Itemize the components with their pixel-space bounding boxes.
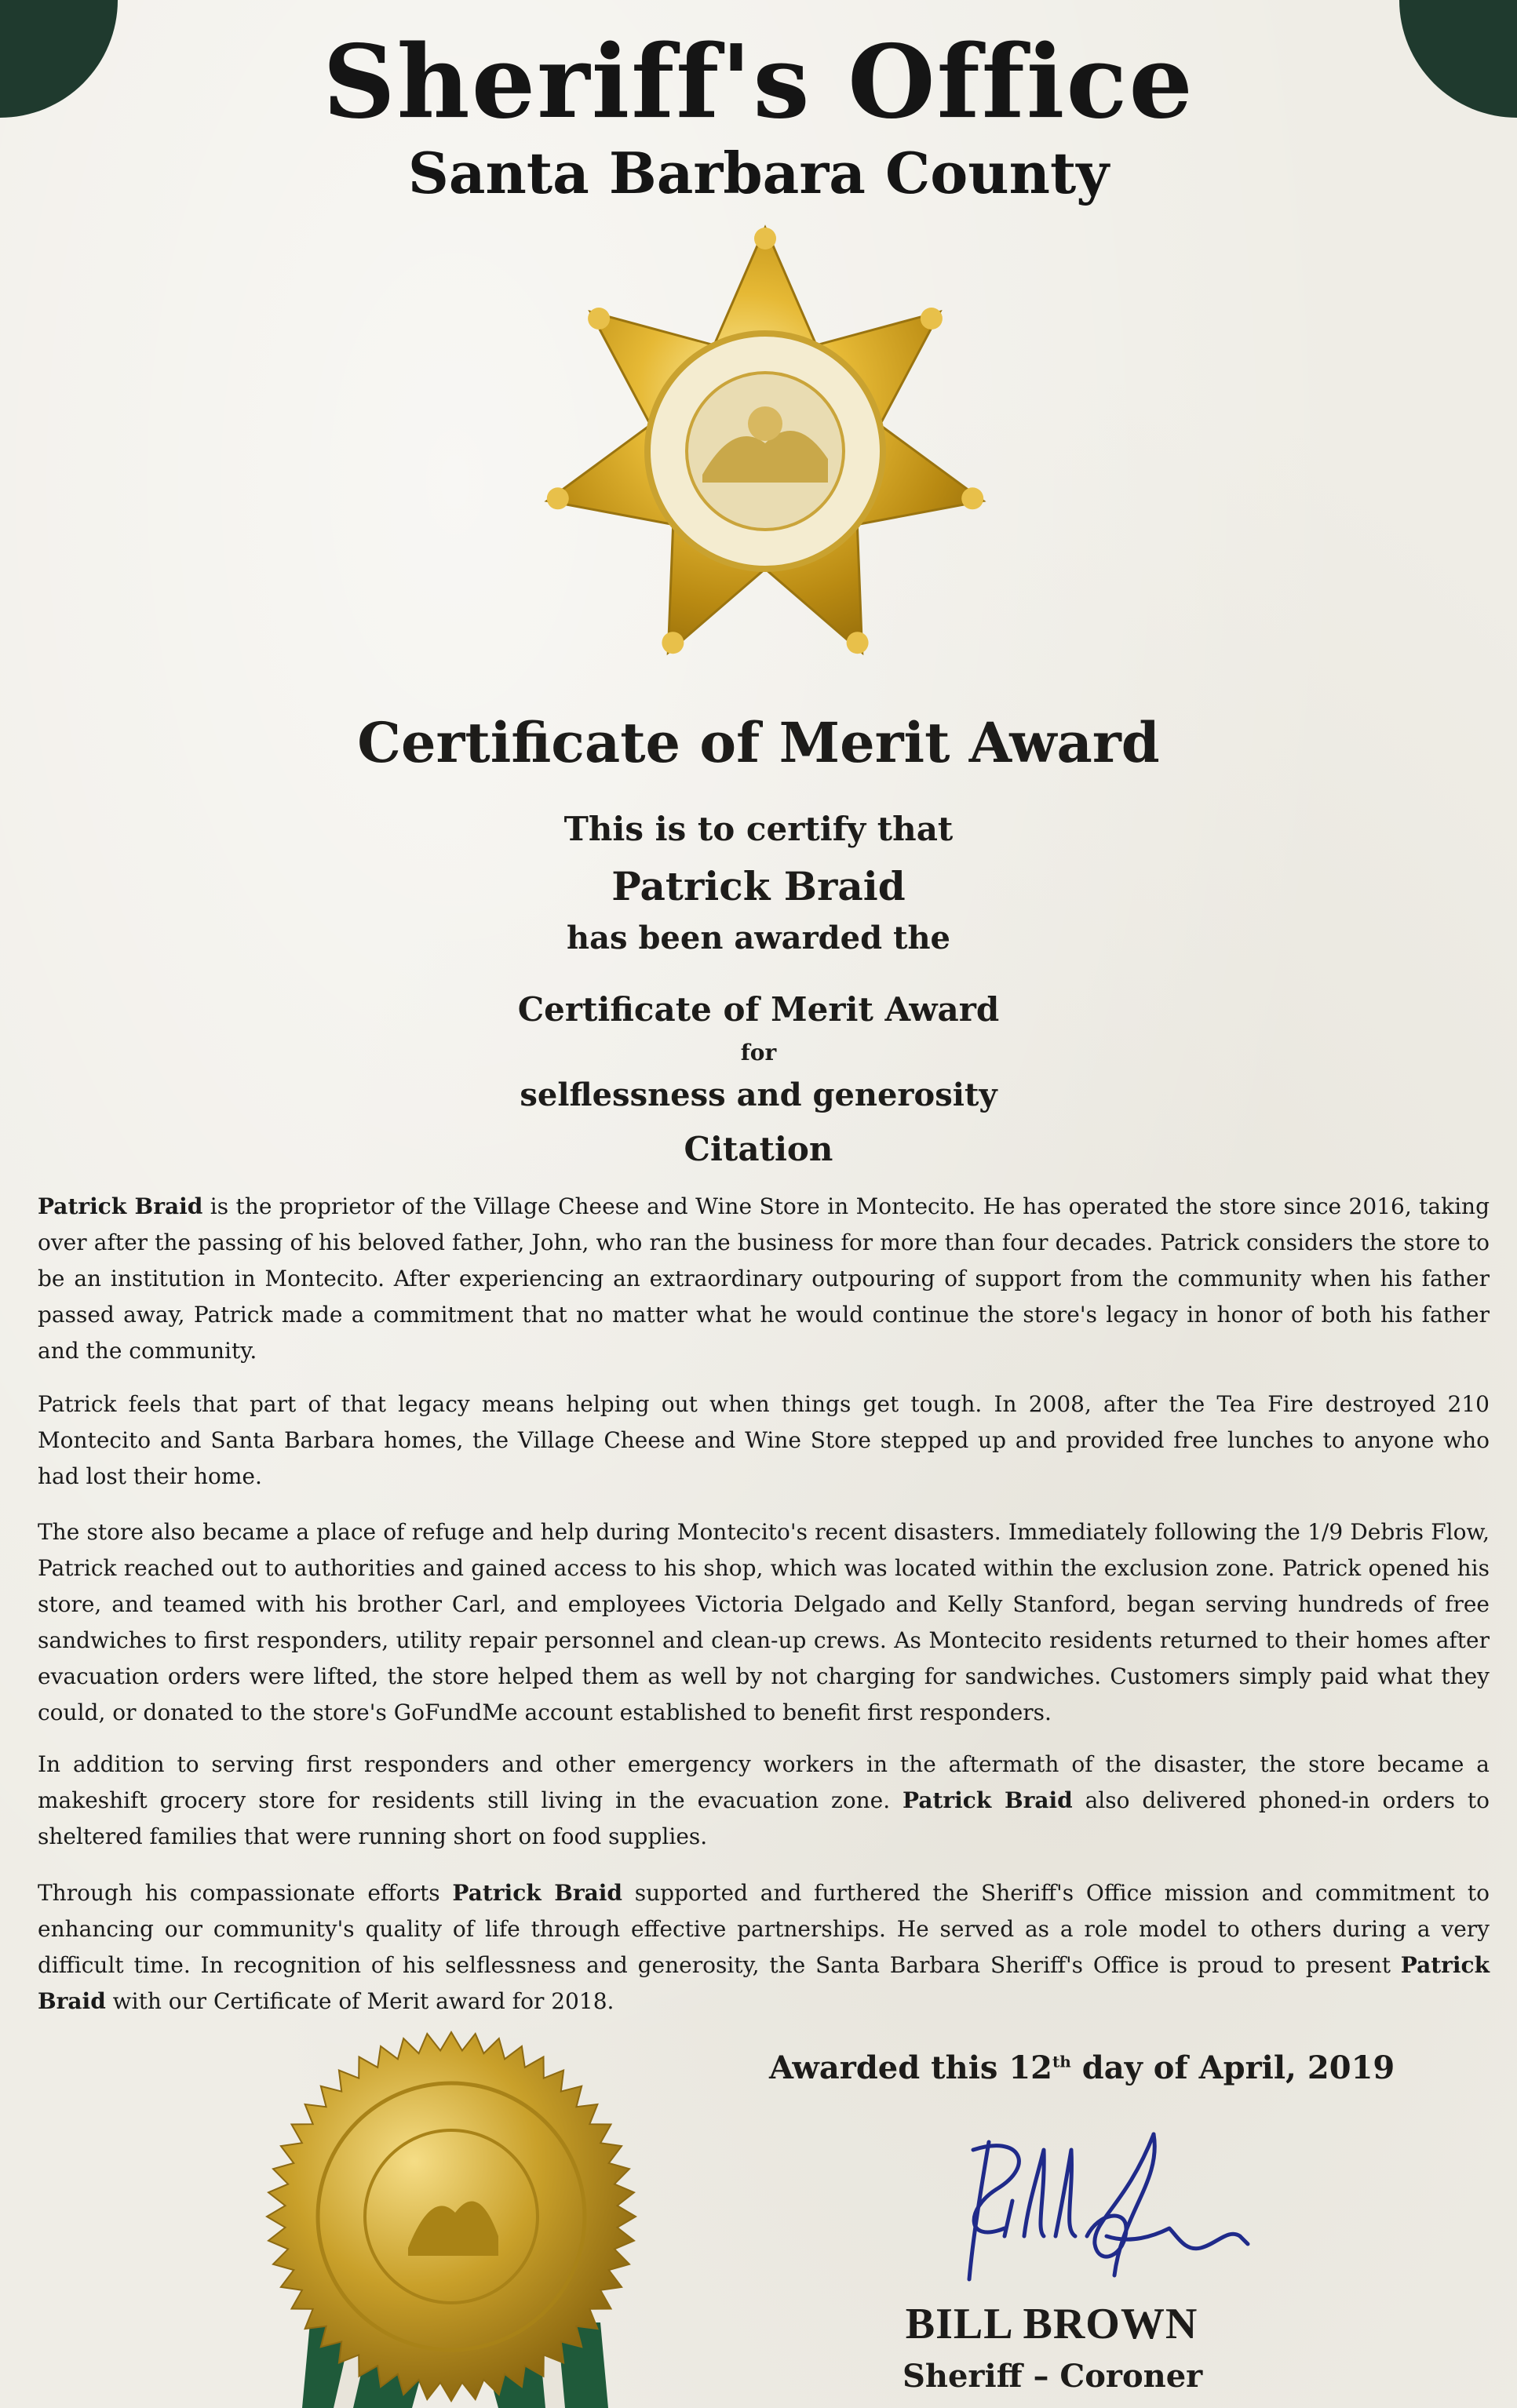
county-subtitle: Santa Barbara County xyxy=(407,140,1110,206)
paragraph-text: Through his compassionate efforts xyxy=(38,1880,453,1906)
recipient-name-inline: Patrick Braid xyxy=(38,1952,1490,2014)
citation-heading: Citation xyxy=(684,1130,833,1168)
award-reason: selflessness and generosity xyxy=(520,1076,997,1113)
awarded-date xyxy=(769,2049,1395,2086)
sheriff-star-badge-icon xyxy=(534,224,997,679)
paragraph-text: supported and furthered the Sheriff's Office mission and commitment to enhancing our community's quality of life through effective partnerships. He served as a role model to others during a very difficult time. In recognition of his selflessness and generosity, the Santa Barbara Sheriff's Office is proud to present xyxy=(38,1880,1490,1978)
gold-seal-icon xyxy=(263,2028,640,2405)
handwritten-signature xyxy=(918,2118,1295,2307)
paragraph-text: with our Certificate of Merit award for 2018. xyxy=(105,1988,614,2014)
awarded-prefix: Awarded this 12 xyxy=(769,2049,1053,2086)
ordinal-suffix: th xyxy=(1052,2052,1071,2071)
recipient-name-inline: Patrick Braid xyxy=(452,1880,623,1906)
citation-paragraph-4 xyxy=(38,1747,1490,1855)
awarded-line: has been awarded the xyxy=(567,920,950,956)
recipient-name: Patrick Braid xyxy=(611,863,906,909)
citation-paragraph-1 xyxy=(38,1189,1490,1369)
citation-paragraph-5 xyxy=(38,1875,1490,2020)
awarded-suffix: day of April, 2019 xyxy=(1070,2049,1395,2086)
certificate-title: Certificate of Merit Award xyxy=(357,710,1160,775)
for-line: for xyxy=(740,1040,777,1066)
citation-paragraph-2: Patrick feels that part of that legacy means helping out when things get tough. In 2008, after the Tea Fire destroyed 210 Montecito and Santa Barbara homes, the Village Cheese and Wine Store stepped up and provided free lunches to anyone who had lost their home. xyxy=(38,1391,1490,1489)
award-name: Certificate of Merit Award xyxy=(517,990,1000,1029)
paragraph-text: In addition to serving first responders and other emergency workers in the aftermath of the disaster, the store became a makeshift grocery store for residents still living in the evacuation zone. xyxy=(38,1751,1490,1813)
signatory-name: BILL BROWN xyxy=(905,2300,1198,2348)
paragraph-text: also delivered phoned-in orders to sheltered families that were running short on food supplies. xyxy=(38,1787,1490,1849)
certify-line: This is to certify that xyxy=(563,810,954,848)
citation-paragraph-3: The store also became a place of refuge and help during Montecito's recent disasters. Immediately following the 1/9 Debris Flow, Patrick reached out to authorities and gained access to his shop, which was located within the exclusion zone. Patrick opened his store, and teamed with his brother Carl, and employees Victoria Delgado and Kelly Stanford, began serving hundreds of free sandwiches to first responders, utility repair personnel and clean-up crews. As Montecito residents returned to their homes after evacuation orders were lifted, the store helped them as well by not charging for sandwiches. Customers simply paid what they could, or donated to the store's GoFundMe account established to benefit first responders. xyxy=(38,1519,1490,1725)
paragraph-text: is the proprietor of the Village Cheese and Wine Store in Montecito. He has operated the store since 2016, taking over after the passing of his beloved father, John, who ran the business for more than four decades. Patrick considers the store to be an institution in Montecito. After experiencing an extraordinary outpouring of support from the community when his father passed away, Patrick made a commitment that no matter what he would continue the store's legacy in honor of both his father and the community. xyxy=(38,1193,1490,1364)
recipient-name-inline: Patrick Braid xyxy=(38,1193,203,1219)
recipient-name-inline: Patrick Braid xyxy=(903,1787,1073,1813)
signatory-title: Sheriff – Coroner xyxy=(903,2358,1203,2395)
office-title: Sheriff's Office xyxy=(323,24,1194,141)
